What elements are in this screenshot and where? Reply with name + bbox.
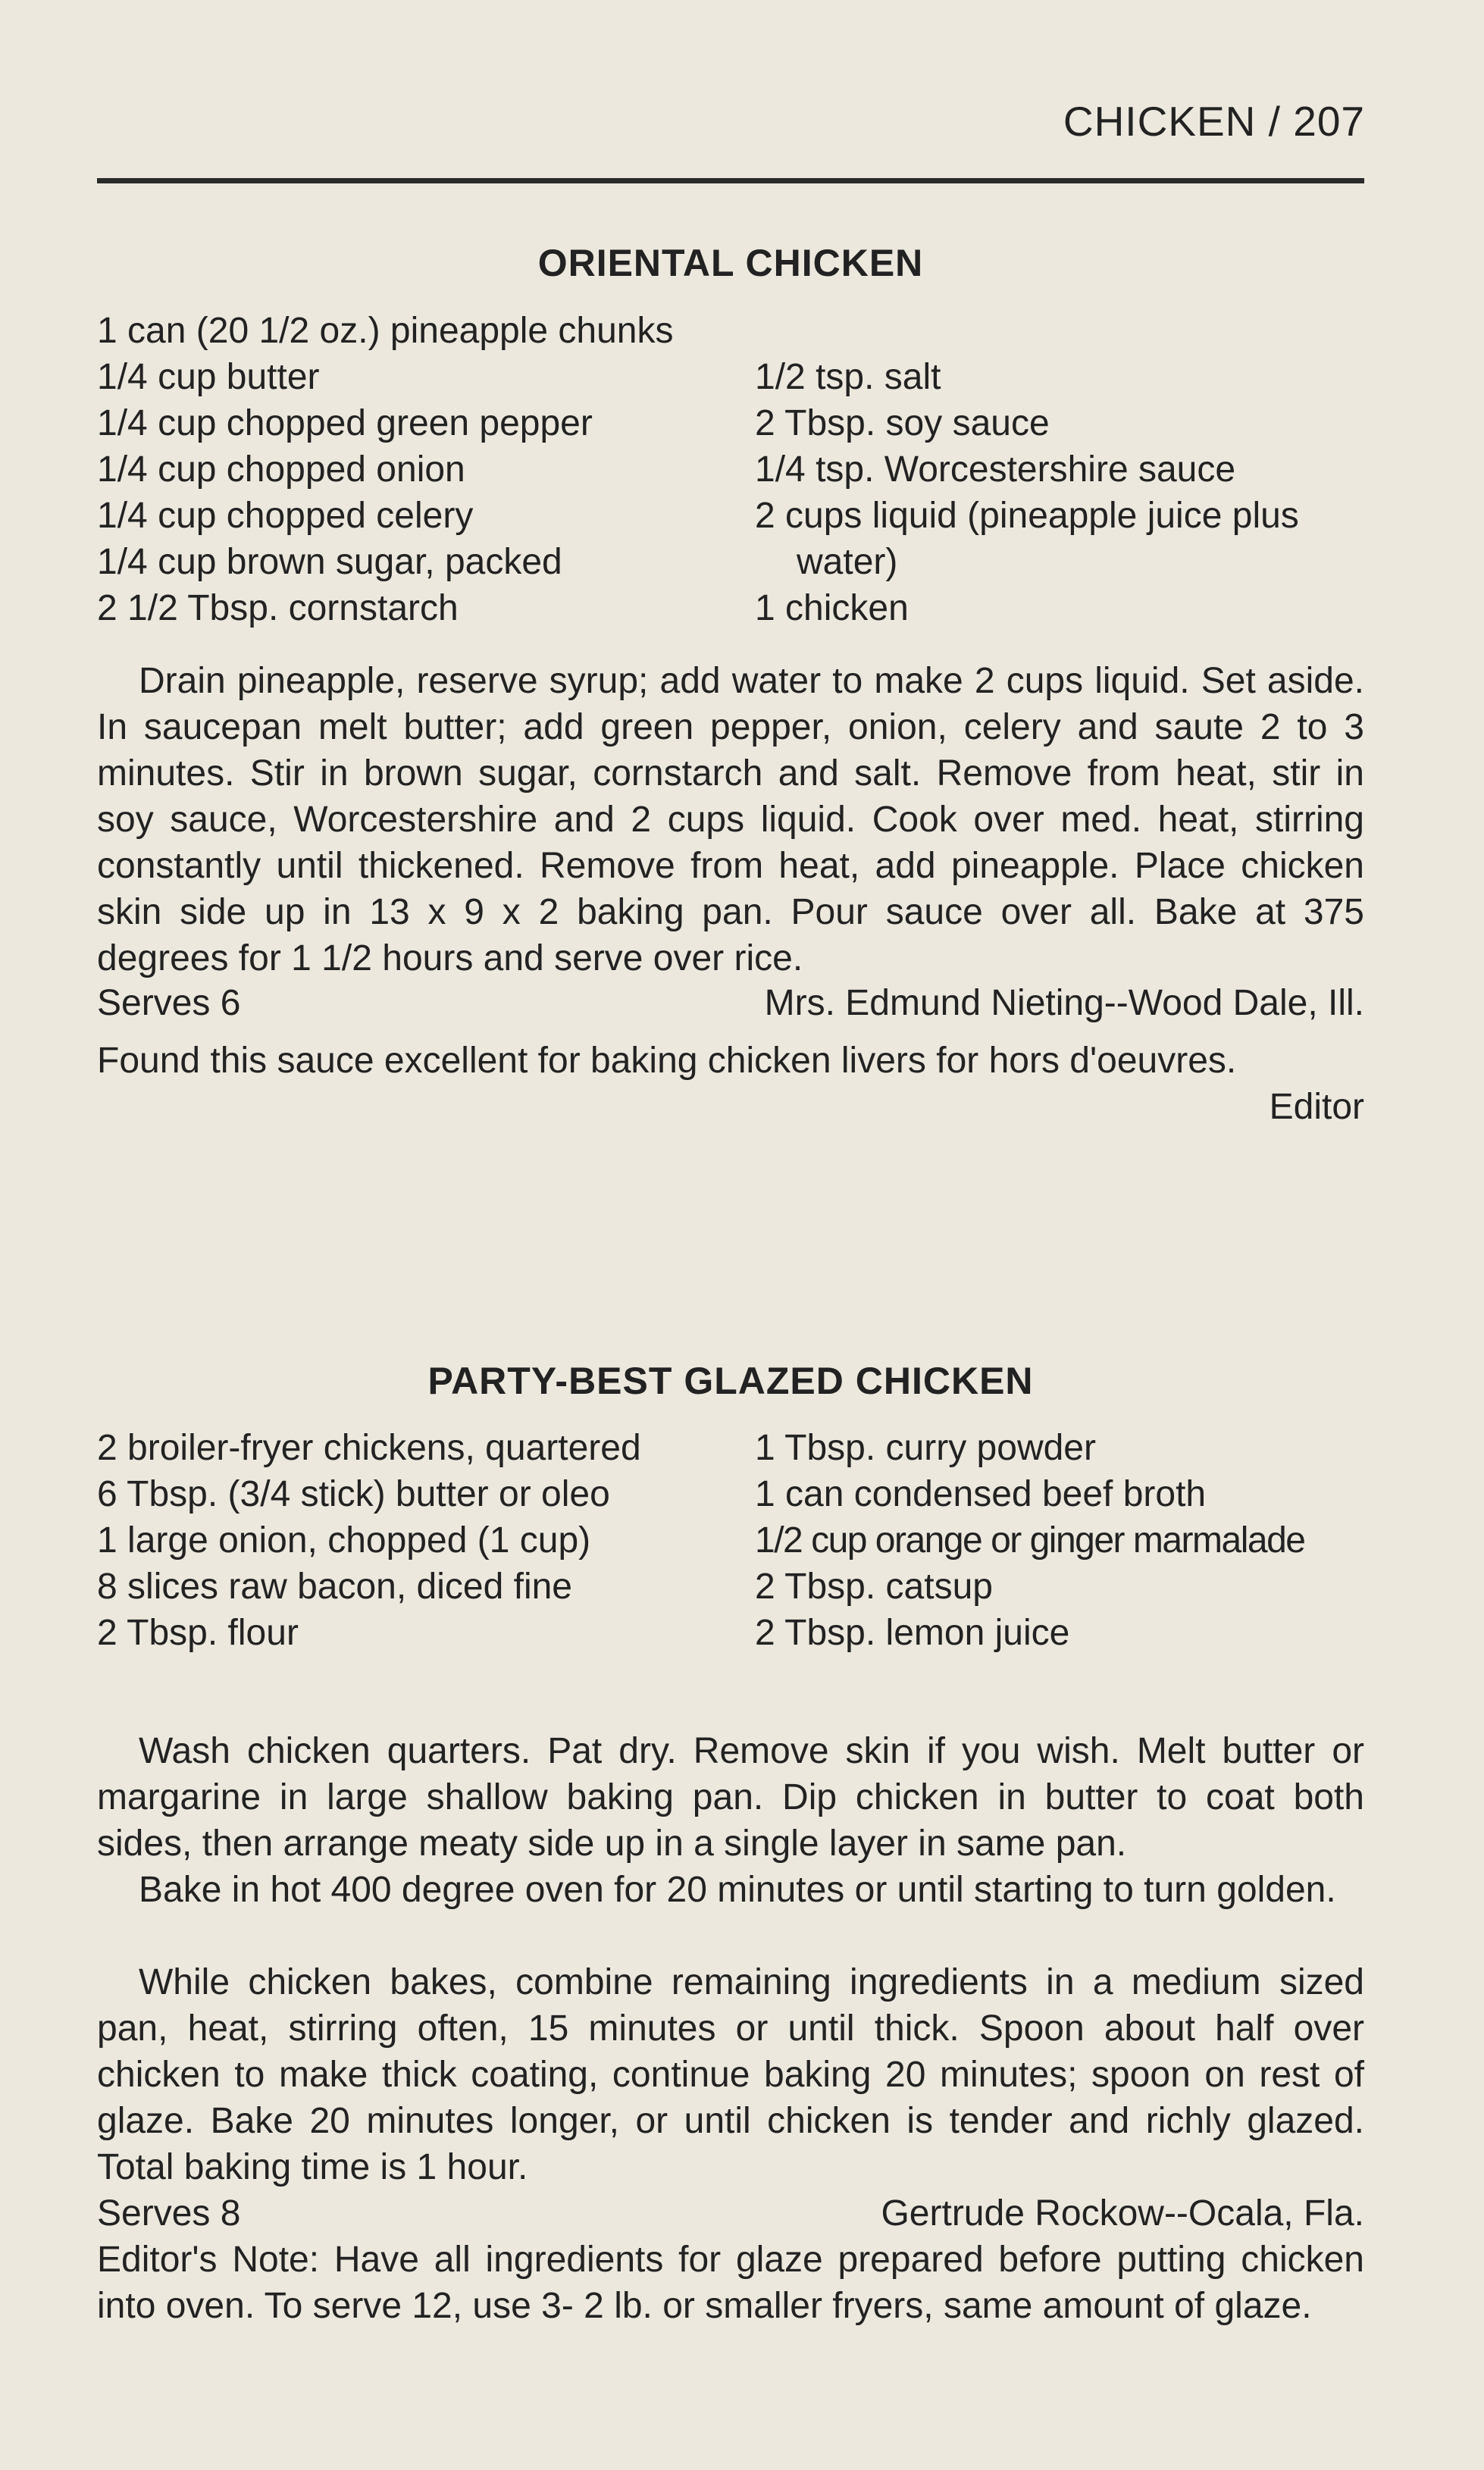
directions-text: Wash chicken quarters. Pat dry. Remove skin if you wish. Melt butter or margarine in large shallow baking pan. Dip chicken in butter to coat both sides, then arrange meaty side up in a single layer in same pan. bbox=[97, 1731, 1364, 1864]
ingredient: 1 chicken bbox=[755, 588, 909, 628]
recipe2-directions-2 bbox=[97, 1867, 1364, 1913]
ingredient: 1/4 cup chopped green pepper bbox=[97, 403, 593, 443]
directions-text: Drain pineapple, reserve syrup; add water to make 2 cups liquid. Set aside. In saucepan melt butter; add green pepper, onion, celery and saute 2 to 3 minutes. Stir in brown sugar, cornstarch and salt. Remove from heat, stir in soy sauce, Worcestershire and 2 cups liquid. Cook over med. heat, stirring constantly until thickened. Remove from heat, add pineapple. Place chicken skin side up in 13 x 9 x 2 baking pan. Pour sauce over all. Bake at 375 degrees for 1 1/2 hours and serve over rice. bbox=[97, 661, 1364, 978]
recipe2-ingredients-left bbox=[97, 1425, 641, 1656]
ingredient: 2 broiler-fryer chickens, quartered bbox=[97, 1428, 641, 1468]
recipe1-note: Found this sauce excellent for baking chicken livers for hors d'oeuvres. bbox=[97, 1041, 1237, 1081]
recipe2-editors-note: Editor's Note: Have all ingredients for glaze prepared before putting chicken into oven. To serve 12, use 3- 2 lb. or smaller fryers, same amount of glaze. bbox=[97, 2240, 1364, 2326]
ingredient: 1/2 tsp. salt bbox=[755, 357, 941, 397]
recipe-title-party-best-glazed-chicken: PARTY-BEST GLAZED CHICKEN bbox=[427, 1360, 1034, 1402]
ingredient: 1/4 cup brown sugar, packed bbox=[97, 542, 562, 582]
recipe2-directions-1 bbox=[97, 1728, 1364, 1867]
recipe2-footer bbox=[97, 2190, 1364, 2237]
ingredient: 1/4 cup chopped celery bbox=[97, 496, 474, 536]
header-rule bbox=[97, 178, 1364, 183]
ingredient: 1 can condensed beef broth bbox=[755, 1474, 1207, 1514]
ingredient: 8 slices raw bacon, diced fine bbox=[97, 1567, 572, 1607]
ingredient: 1 can (20 1/2 oz.) pineapple chunks bbox=[97, 311, 674, 351]
ingredient: 2 Tbsp. flour bbox=[97, 1613, 299, 1653]
contributor: Mrs. Edmund Nieting--Wood Dale, Ill. bbox=[764, 983, 1364, 1023]
ingredient: 1/4 cup chopped onion bbox=[97, 449, 465, 490]
recipe1-footer bbox=[97, 980, 1364, 1026]
recipe-title-oriental-chicken: ORIENTAL CHICKEN bbox=[537, 242, 924, 284]
ingredient: 2 cups liquid (pineapple juice plus bbox=[755, 496, 1299, 536]
ingredient: 1 large onion, chopped (1 cup) bbox=[97, 1520, 591, 1561]
ingredient: 2 Tbsp. catsup bbox=[755, 1567, 993, 1607]
recipe2-directions-3 bbox=[97, 1959, 1364, 2190]
serves: Serves 8 bbox=[97, 2193, 241, 2234]
ingredient: 2 Tbsp. lemon juice bbox=[755, 1613, 1070, 1653]
recipe2-ingredients-right bbox=[755, 1425, 1304, 1656]
directions-text: Bake in hot 400 degree oven for 20 minutes or until starting to turn golden. bbox=[139, 1870, 1336, 1910]
ingredient: 1/4 tsp. Worcestershire sauce bbox=[755, 449, 1236, 490]
ingredient: 1 Tbsp. curry powder bbox=[755, 1428, 1096, 1468]
ingredient: 6 Tbsp. (3/4 stick) butter or oleo bbox=[97, 1474, 610, 1514]
recipe1-note-signature: Editor bbox=[1269, 1087, 1364, 1127]
directions-text: While chicken bakes, combine remaining ingredients in a medium sized pan, heat, stirring often, 15 minutes or until thick. Spoon about half over chicken to make thick coating, continue baking 20 minutes; spoon on rest of glaze. Bake 20 minutes longer, or until chicken is tender and richly glazed. Total baking time is 1 hour. bbox=[97, 1962, 1364, 2187]
ingredient: 1/4 cup butter bbox=[97, 357, 320, 397]
ingredient: water) bbox=[797, 542, 898, 582]
recipe1-ingredients-left bbox=[97, 308, 674, 631]
ingredient: 2 1/2 Tbsp. cornstarch bbox=[97, 588, 459, 628]
running-head: CHICKEN / 207 bbox=[1063, 98, 1365, 145]
ingredient: 2 Tbsp. soy sauce bbox=[755, 403, 1050, 443]
recipe1-ingredients-right bbox=[755, 354, 1299, 631]
recipe1-directions bbox=[97, 658, 1364, 981]
serves: Serves 6 bbox=[97, 983, 241, 1023]
contributor: Gertrude Rockow--Ocala, Fla. bbox=[881, 2193, 1364, 2234]
ingredient: 1/2 cup orange or ginger marmalade bbox=[755, 1520, 1305, 1561]
